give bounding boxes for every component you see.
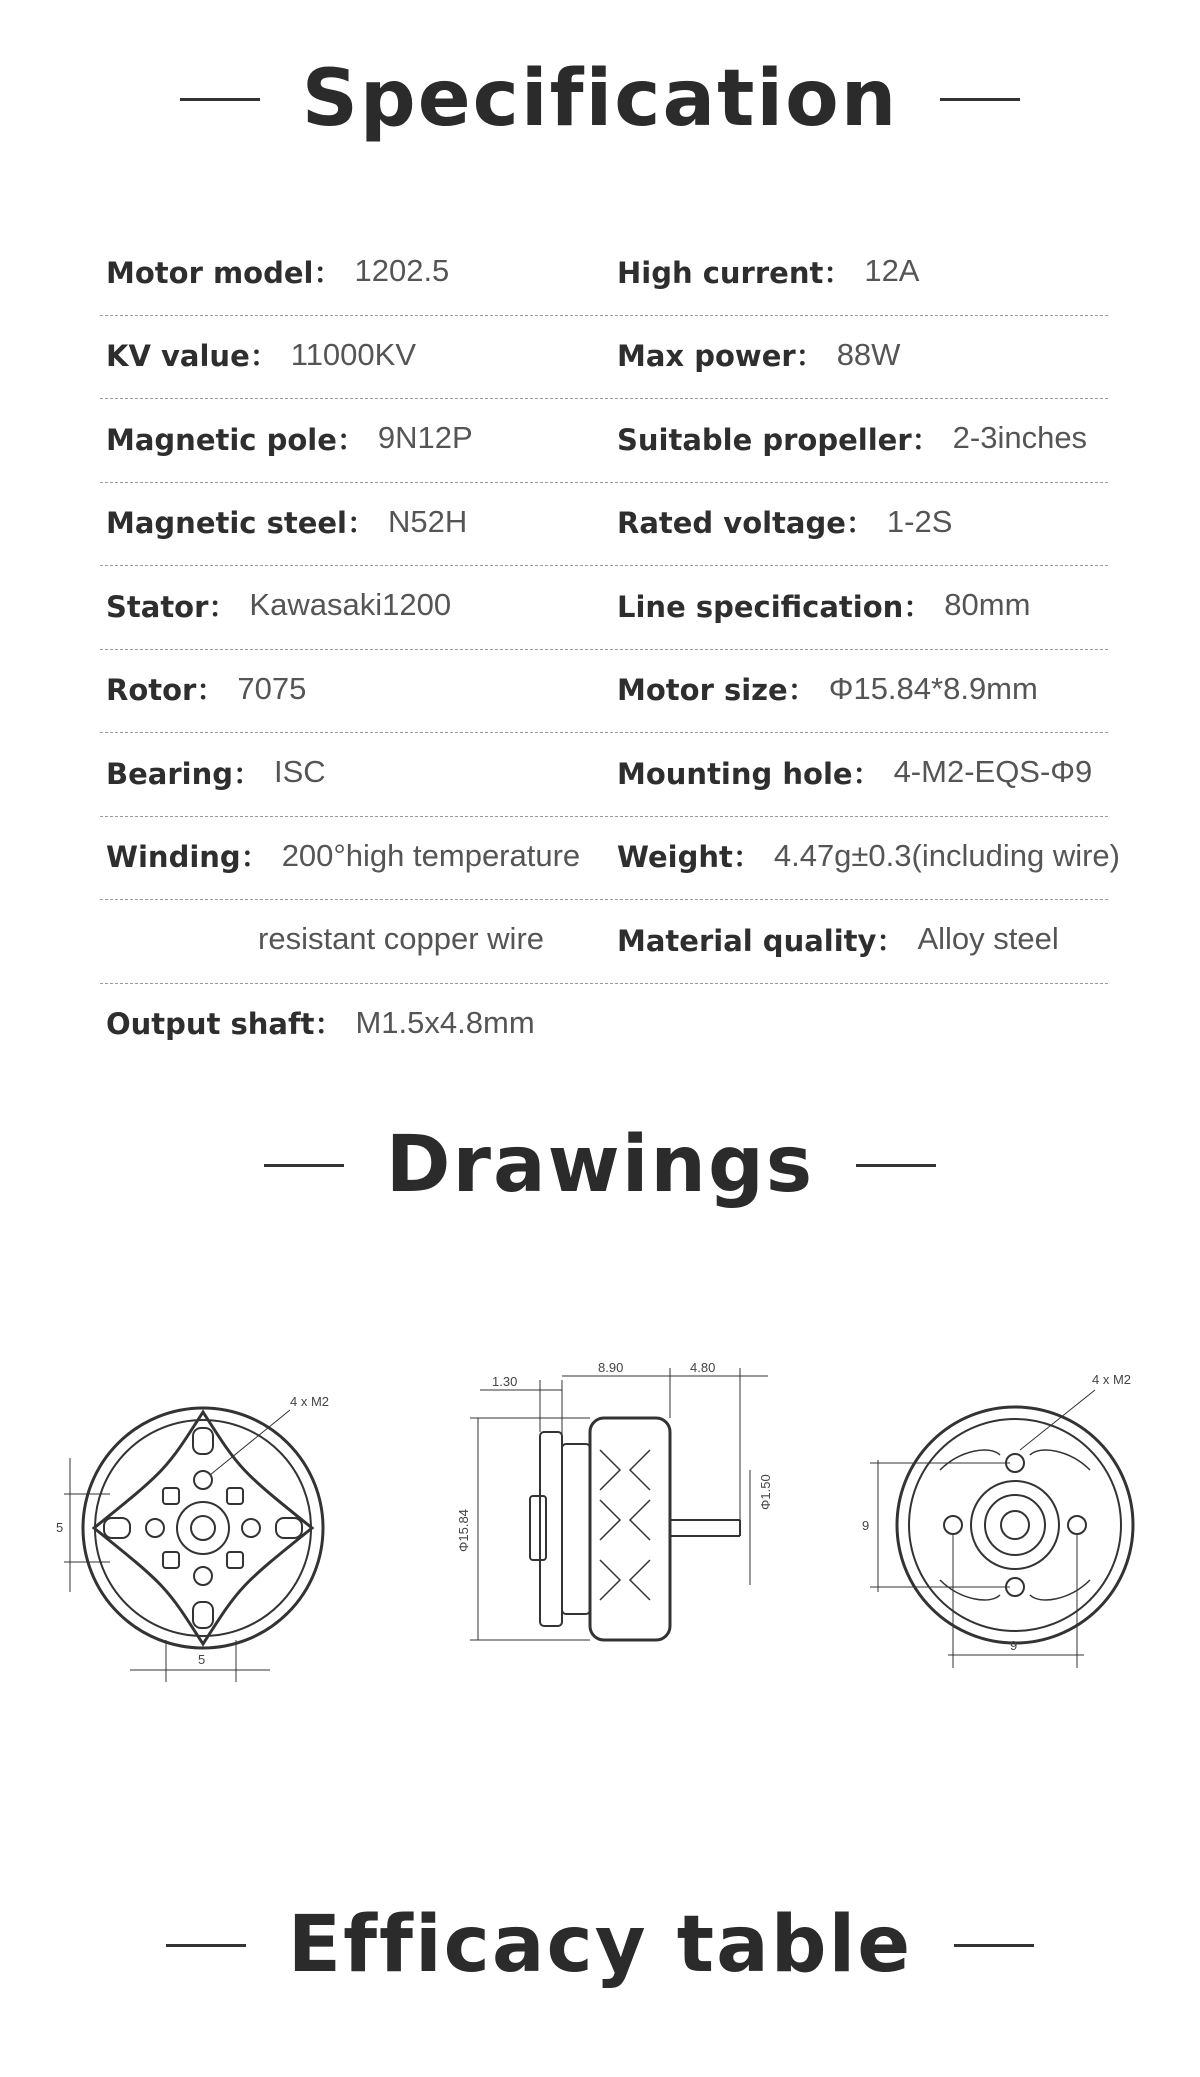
spec-cell-right — [617, 316, 900, 394]
side-offset-dim: 1.30 — [492, 1374, 518, 1389]
spec-cell-left — [106, 566, 451, 644]
drawings-title: Drawings — [385, 1120, 815, 1210]
heading-dash-right — [940, 98, 1020, 101]
spec-label: Output shaft： — [106, 1007, 344, 1041]
efficacy-title: Efficacy table — [287, 1900, 913, 1990]
specification-title: Specification — [301, 54, 899, 144]
spec-value: 2-3inches — [952, 420, 1088, 455]
spec-row — [100, 316, 1108, 400]
spec-label: Magnetic steel： — [106, 506, 376, 540]
spec-label: Suitable propeller： — [617, 422, 941, 457]
spec-value: 1-2S — [886, 503, 953, 539]
spec-label: High current： — [617, 255, 853, 290]
spec-table — [100, 232, 1120, 1067]
heading-dash-left — [180, 98, 260, 101]
heading-dash-left — [166, 1944, 246, 1947]
front-view-drawing — [64, 1408, 323, 1682]
spec-label: Magnetic pole： — [106, 422, 366, 457]
spec-label: Bearing： — [106, 756, 262, 791]
specification-heading — [0, 52, 1200, 146]
spec-value: ISC — [274, 754, 326, 789]
front-holes-label: 4 x M2 — [290, 1394, 330, 1409]
spec-label: Max power： — [617, 339, 825, 373]
spec-value: Kawasaki1200 — [249, 587, 452, 622]
heading-dash-left — [264, 1164, 344, 1167]
spec-value: 4.47g±0.3(including wire) — [773, 837, 1120, 873]
spec-cell-left — [106, 984, 535, 1062]
spec-row — [100, 483, 1108, 567]
back-holes-label: 4 x M2 — [1092, 1372, 1132, 1387]
spec-cell-right — [617, 900, 1059, 978]
efficacy-heading — [0, 1898, 1200, 1992]
spec-cell-right — [617, 733, 1092, 811]
spec-cell-right — [617, 232, 920, 310]
side-diameter: Φ15.84 — [456, 1509, 471, 1552]
spec-value: Φ15.84*8.9mm — [828, 670, 1038, 706]
spec-cell-left — [106, 733, 326, 811]
front-vertical-dim: 5 — [56, 1520, 64, 1535]
spec-value: 7075 — [237, 670, 307, 706]
spec-value: M1.5x4.8mm — [355, 1004, 535, 1040]
back-view-drawing — [870, 1390, 1133, 1668]
front-horizontal-dim: 5 — [198, 1652, 206, 1667]
spec-cell-left — [106, 650, 306, 728]
spec-row — [100, 399, 1108, 483]
spec-row — [100, 900, 1108, 984]
drawings-heading — [0, 1118, 1200, 1212]
heading-dash-right — [954, 1944, 1034, 1947]
spec-value: 12A — [864, 253, 920, 288]
spec-value: 1202.5 — [354, 253, 450, 288]
spec-value: 88W — [836, 336, 901, 372]
spec-label: Mounting hole： — [617, 756, 882, 791]
spec-label: Winding： — [106, 840, 270, 874]
spec-label: Stator： — [106, 589, 238, 624]
spec-label: Material quality： — [617, 923, 906, 958]
spec-value: 11000KV — [290, 336, 417, 372]
spec-cell-right — [617, 399, 1087, 477]
spec-cell-left — [106, 483, 467, 561]
back-vertical-dim: 9 — [862, 1518, 870, 1533]
spec-row — [100, 232, 1108, 316]
spec-row — [100, 650, 1108, 734]
back-horizontal-dim: 9 — [1010, 1638, 1018, 1653]
spec-cell-right — [617, 817, 1120, 895]
heading-dash-right — [856, 1164, 936, 1167]
spec-cell-right — [617, 566, 1030, 644]
spec-label: KV value： — [106, 339, 279, 373]
spec-cell-left — [106, 232, 449, 310]
spec-cell-right — [617, 650, 1038, 728]
spec-value: 80mm — [944, 587, 1031, 622]
spec-cell-left — [106, 399, 473, 477]
spec-label: Rated voltage： — [617, 506, 875, 540]
spec-label: Motor size： — [617, 673, 817, 707]
spec-label: Rotor： — [106, 673, 226, 707]
spec-cell-right — [617, 483, 952, 561]
side-shaft-dim: 4.80 — [690, 1360, 716, 1375]
motor-drawings — [0, 1320, 1200, 1720]
spec-row — [100, 984, 1108, 1068]
side-view-drawing — [470, 1368, 768, 1640]
spec-value: N52H — [388, 503, 468, 539]
spec-cell-left — [106, 316, 416, 394]
spec-row — [100, 817, 1120, 901]
spec-label: Line specification： — [617, 589, 933, 624]
side-shaft-diameter: Φ1.50 — [758, 1474, 773, 1510]
spec-value: 200°high temperature — [281, 837, 581, 873]
spec-label: Motor model： — [106, 255, 343, 290]
spec-row — [100, 733, 1108, 817]
spec-value: 4-M2-EQS-Φ9 — [893, 754, 1093, 789]
spec-value-continuation: resistant copper wire — [258, 921, 545, 956]
spec-value: 9N12P — [377, 420, 473, 455]
spec-row — [100, 566, 1108, 650]
side-length-dim: 8.90 — [598, 1360, 624, 1375]
spec-cell-left — [106, 817, 580, 895]
spec-label: Weight： — [617, 840, 762, 874]
spec-value: Alloy steel — [917, 921, 1059, 956]
